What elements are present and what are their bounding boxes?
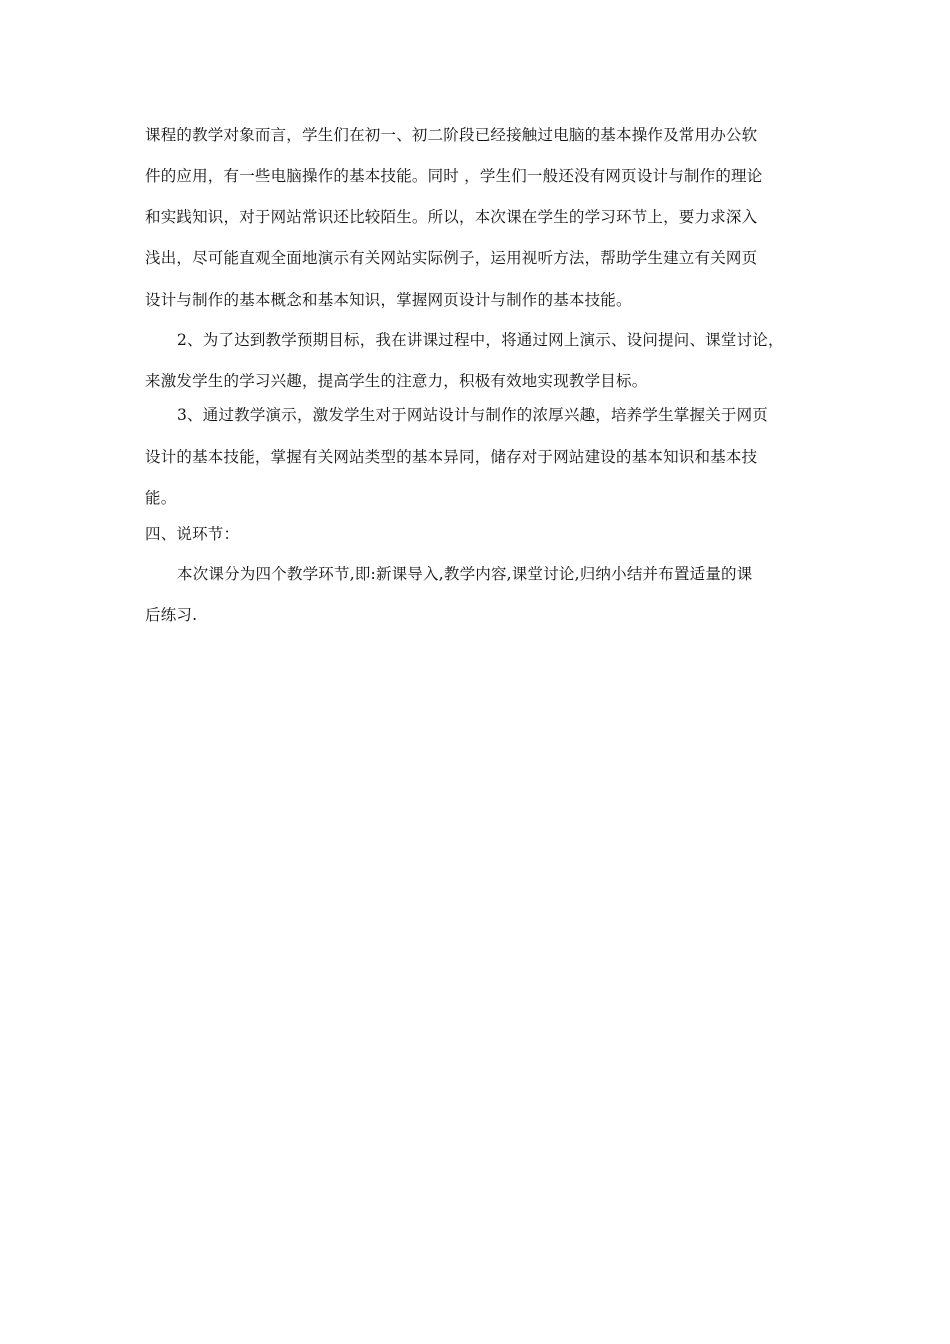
paragraph-line: 设计的基本技能，掌握有关网站类型的基本异同，储存对于网站建设的基本知识和基本技: [145, 448, 758, 466]
paragraph-line: 3、通过教学演示，激发学生对于网站设计与制作的浓厚兴趣，培养学生掌握关于网页: [177, 406, 768, 424]
section-heading: 四、说环节：: [145, 525, 240, 543]
paragraph-line: 件的应用，有一些电脑操作的基本技能。同时 ，学生们一般还没有网页设计与制作的理论: [145, 167, 763, 185]
paragraph-line: 来激发学生的学习兴趣，提高学生的注意力，积极有效地实现教学目标。: [145, 372, 648, 390]
paragraph-line: 浅出，尽可能直观全面地演示有关网站实际例子，运用视听方法，帮助学生建立有关网页: [145, 249, 758, 267]
paragraph-line: 和实践知识，对于网站常识还比较陌生。所以，本次课在学生的学习环节上，要力求深入: [145, 208, 758, 226]
paragraph-line: 后练习.: [145, 606, 198, 624]
paragraph-line: 课程的教学对象而言，学生们在初一、初二阶段已经接触过电脑的基本操作及常用办公软: [145, 126, 758, 144]
paragraph-line: 设计与制作的基本概念和基本知识，掌握网页设计与制作的基本技能。: [145, 291, 632, 309]
paragraph-line: 2、为了达到教学预期目标，我在讲课过程中，将通过网上演示、设问提问、课堂讨论，: [177, 331, 784, 349]
paragraph-line: 能。: [145, 489, 177, 507]
paragraph-line: 本次课分为四个教学环节,即:新课导入,教学内容,课堂讨论,归纳小结并布置适量的课: [177, 565, 753, 583]
